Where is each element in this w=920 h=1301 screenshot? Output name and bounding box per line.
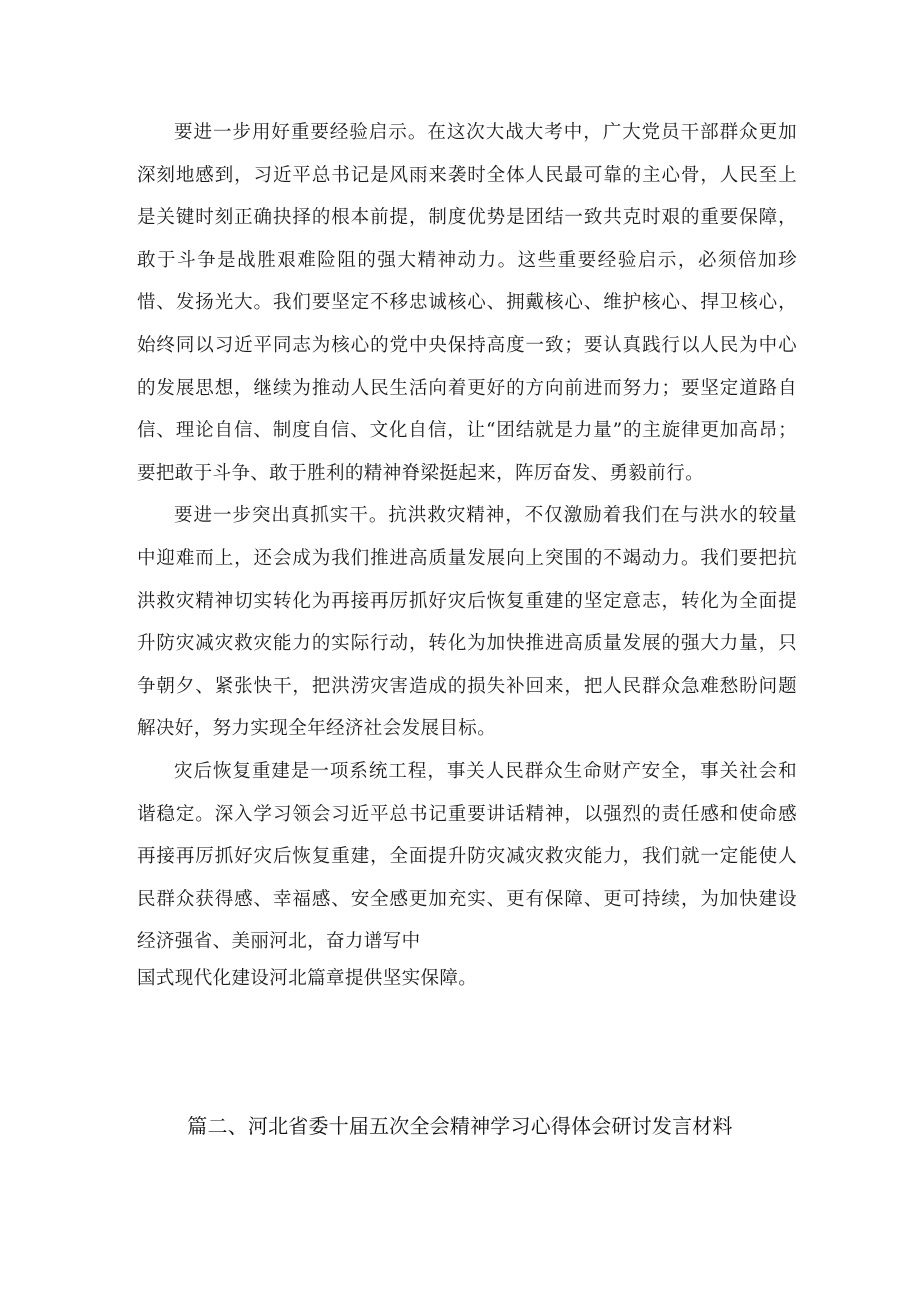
document-body <box>137 112 797 994</box>
paragraph-reconstruction-tail: 国式现代化建设河北篇章提供坚实保障。 <box>137 967 478 989</box>
section-heading: 篇二、河北省委十届五次全会精神学习心得体会研讨发言材料 <box>187 1114 733 1138</box>
paragraph-experience: 要进一步用好重要经验启示。在这次大战大考中，广大党员干部群众更加深刻地感到，习近平总书记是风雨来袭时全体人民最可靠的主心骨，人民至上是关键时刻正确抉择的根本前提，制度优势是团结一致共克时艰的重要保障，敢于斗争是战胜艰难险阻的强大精神动力。这些重要经验启示，必须倍加珍惜、发扬光大。我们要坚定不移忠诚核心、拥戴核心、维护核心、捍卫核心，始终同以习近平同志为核心的党中央保持高度一致；要认真践行以人民为中心的发展思想，继续为推动人民生活向着更好的方向前进而努力；要坚定道路自信、理论自信、制度自信、文化自信，让“团结就是力量”的主旋律更加高昂；要把敢于斗争、敢于胜利的精神脊梁挺起来，阵厉奋发、勇毅前行。 <box>137 122 797 484</box>
paragraph-reconstruction-main: 灾后恢复重建是一项系统工程，事关人民群众生命财产安全，事关社会和谐稳定。深入学习领会习近平总书记重要讲话精神，以强烈的责任感和使命感再接再厉抓好灾后恢复重建，全面提升防灾减灾救灾能力，我们就一定能使人民群众获得感、幸福感、安全感更加充实、更有保障、更可持续，为加快建设经济强省、美丽河北，奋力谱写中 <box>137 760 797 953</box>
paragraph-action: 要进一步突出真抓实干。抗洪救灾精神，不仅激励着我们在与洪水的较量中迎难而上，还会成为我们推进高质量发展向上突围的不竭动力。我们要把抗洪救灾精神切实转化为再接再厉抓好灾后恢复重建的坚定意志，转化为全面提升防灾减灾救灾能力的实际行动，转化为加快推进高质量发展的强大力量，只争朝夕、紧张快干，把洪涝灾害造成的损失补回来，把人民群众急难愁盼问题解决好，努力实现全年经济社会发展目标。 <box>137 505 797 740</box>
paragraph-reconstruction <box>137 751 797 994</box>
